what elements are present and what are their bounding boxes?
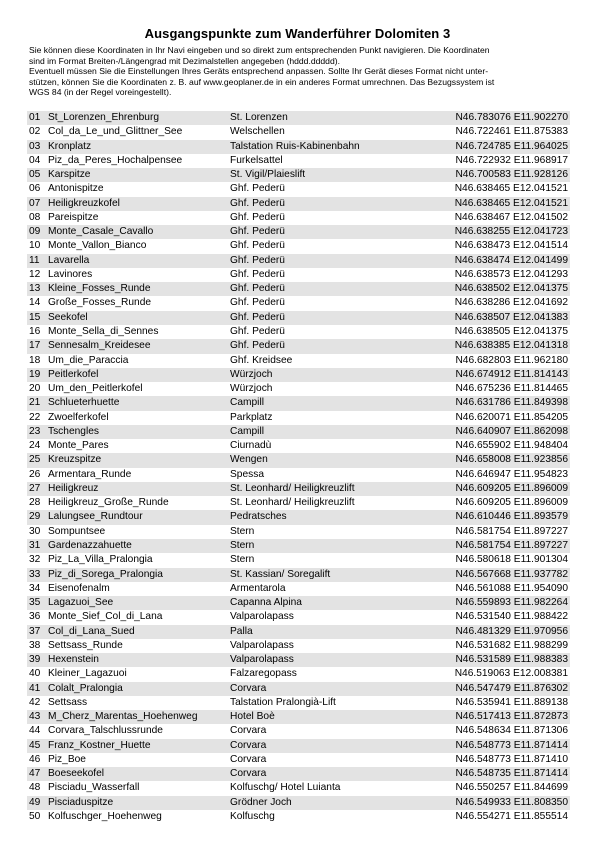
route-name: Armentara_Runde	[48, 468, 132, 480]
start-location: Corvara	[230, 768, 267, 780]
route-name: Peitlerkofel	[48, 368, 99, 380]
route-name: Sennesalm_Kreidesee	[48, 340, 151, 352]
intro-line: Sie können diese Koordinaten in Ihr Navi eingeben und so direkt zum entsprechenden Punkt navigieren. Die Koordinaten	[29, 45, 490, 55]
start-location: Valparolapass	[230, 654, 294, 666]
route-name: Piz_Boe	[48, 753, 86, 765]
route-name: St_Lorenzen_Ehrenburg	[48, 112, 160, 123]
start-location: Talstation Ruis-Kabinenbahn	[230, 140, 360, 152]
route-name: M_Cherz_Marentas_Hoehenweg	[48, 711, 198, 723]
gps-coordinates: N46.722932 E11.968917	[455, 154, 568, 166]
table-row	[27, 411, 570, 425]
start-location: Ghf. Pederü	[230, 311, 285, 323]
gps-coordinates: N46.783076 E11.902270	[455, 112, 568, 123]
row-number: 45	[29, 739, 41, 751]
gps-coordinates: N46.531589 E11.988383	[455, 654, 568, 666]
row-number: 28	[29, 497, 41, 509]
route-name: Kolfuschger_Hoehenweg	[48, 811, 162, 823]
start-location: Ciurnadù	[230, 440, 272, 452]
route-name: Seekofel	[48, 311, 88, 323]
route-name: Pisciadu_Wasserfall	[48, 782, 140, 794]
route-name: Settsass_Runde	[48, 639, 123, 651]
gps-coordinates: N46.658008 E11.923856	[455, 454, 568, 466]
table-row	[27, 182, 570, 196]
route-name: Lavarella	[48, 254, 90, 266]
route-name: Col_da_Le_und_Glittner_See	[48, 126, 183, 138]
row-number: 20	[29, 383, 41, 395]
start-location: Stern	[230, 525, 255, 537]
route-name: Zwoelferkofel	[48, 411, 109, 423]
route-name: Col_di_Lana_Sued	[48, 625, 135, 637]
gps-coordinates: N46.682803 E11.962180	[455, 354, 568, 366]
table-row	[27, 496, 570, 510]
document-title: Ausgangspunkte zum Wanderführer Dolomiten 3	[144, 26, 451, 41]
row-number: 16	[29, 325, 41, 337]
route-name: Eisenofenalm	[48, 582, 110, 594]
table-row	[27, 296, 570, 310]
start-location: Ghf. Pederü	[230, 325, 285, 337]
table-row	[27, 140, 570, 154]
route-name: Monte_Pares	[48, 440, 109, 452]
start-location: St. Leonhard/ Heiligkreuzlift	[230, 497, 355, 509]
row-number: 10	[29, 240, 41, 252]
row-number: 14	[29, 297, 41, 309]
row-number: 12	[29, 268, 41, 280]
row-number: 41	[29, 682, 41, 694]
gps-coordinates: N46.638467 E12.041502	[454, 211, 568, 223]
table-row	[27, 125, 570, 139]
start-location: Spessa	[230, 468, 264, 480]
table-row	[27, 382, 570, 396]
start-location: Talstation Pralongià-Lift	[230, 696, 336, 708]
row-number: 15	[29, 311, 41, 323]
start-location: Parkplatz	[230, 411, 273, 423]
start-location: St. Vigil/Plaieslift	[230, 169, 306, 181]
gps-coordinates: N46.580618 E11.901304	[455, 554, 568, 566]
row-number: 05	[29, 169, 41, 181]
table-row	[27, 724, 570, 738]
intro-line: WGS 84 (in der Regel voreingestellt).	[29, 87, 172, 98]
row-number: 13	[29, 283, 41, 295]
table-row	[27, 610, 570, 624]
table-row	[27, 582, 570, 596]
start-location: Würzjoch	[230, 383, 273, 395]
table-row	[27, 639, 570, 653]
gps-coordinates: N46.567668 E11.937782	[455, 568, 568, 580]
row-number: 04	[29, 154, 41, 166]
row-number: 17	[29, 340, 41, 352]
route-name: Boeseekofel	[48, 768, 105, 780]
gps-coordinates: N46.561088 E11.954090	[455, 582, 568, 594]
route-name: Monte_Vallon_Bianco	[48, 240, 147, 252]
table-row	[27, 667, 570, 681]
route-name: Sompuntsee	[48, 525, 106, 537]
start-location: Würzjoch	[230, 368, 273, 380]
route-name: Piz_La_Villa_Pralongia	[48, 554, 153, 566]
route-name: Heiligkreuzkofel	[48, 197, 120, 209]
route-name: Franz_Kostner_Huette	[48, 739, 151, 751]
row-number: 47	[29, 768, 41, 780]
route-name: Pareispitze	[48, 211, 99, 223]
row-number: 34	[29, 582, 41, 594]
gps-coordinates: N46.548634 E11.871306	[455, 725, 568, 737]
start-location: Pedratsches	[230, 511, 287, 523]
gps-coordinates: N46.638286 E12.041692	[454, 297, 568, 309]
start-location: Hotel Boè	[230, 711, 275, 723]
table-row	[27, 596, 570, 610]
route-name: Große_Fosses_Runde	[48, 297, 152, 309]
table-row	[27, 154, 570, 168]
start-location: Falzaregopass	[230, 668, 297, 680]
row-number: 32	[29, 554, 41, 566]
gps-coordinates: N46.638505 E12.041375	[454, 325, 568, 337]
table-row	[27, 710, 570, 724]
row-number: 50	[29, 811, 41, 823]
intro-paragraph	[29, 45, 569, 98]
table-row	[27, 767, 570, 781]
start-location: Kolfuschg/ Hotel Luianta	[230, 782, 341, 794]
table-row	[27, 439, 570, 453]
gps-coordinates: N46.638473 E12.041514	[454, 240, 568, 252]
start-location: Valparolapass	[230, 639, 294, 651]
start-location: Ghf. Pederü	[230, 254, 285, 266]
gps-coordinates: N46.638502 E12.041375	[454, 283, 568, 295]
start-location: Corvara	[230, 725, 267, 737]
table-row	[27, 482, 570, 496]
start-location: Stern	[230, 554, 255, 566]
table-row	[27, 282, 570, 296]
row-number: 09	[29, 226, 41, 238]
start-location: Ghf. Pederü	[230, 211, 285, 223]
route-name: Corvara_Talschlussrunde	[48, 725, 163, 737]
gps-coordinates: N46.547479 E11.876302	[455, 682, 568, 694]
start-location: Ghf. Pederü	[230, 297, 285, 309]
gps-coordinates: N46.722461 E11.875383	[455, 126, 568, 138]
start-location: Ghf. Pederü	[230, 268, 285, 280]
start-location: Ghf. Pederü	[230, 283, 285, 295]
table-row	[27, 111, 570, 125]
route-name: Heiligkreuz_Große_Runde	[48, 497, 169, 509]
start-location: Ghf. Pederü	[230, 183, 285, 195]
gps-coordinates: N46.581754 E11.897227	[455, 539, 568, 551]
route-name: Schlueterhuette	[48, 397, 120, 409]
row-number: 07	[29, 197, 41, 209]
route-name: Hexenstein	[48, 654, 99, 666]
start-location: St. Leonhard/ Heiligkreuzlift	[230, 482, 355, 494]
gps-coordinates: N46.675236 E11.814465	[455, 383, 568, 395]
row-number: 19	[29, 368, 41, 380]
table-row	[27, 568, 570, 582]
row-number: 02	[29, 126, 41, 138]
gps-coordinates: N46.609205 E11.896009	[455, 482, 568, 494]
row-number: 33	[29, 568, 41, 580]
route-name: Um_den_Peitlerkofel	[48, 383, 143, 395]
table-row	[27, 525, 570, 539]
table-row	[27, 753, 570, 767]
table-row	[27, 539, 570, 553]
route-name: Lavinores	[48, 268, 93, 280]
row-number: 21	[29, 397, 41, 409]
row-number: 42	[29, 696, 41, 708]
route-name: Kreuzspitze	[48, 454, 102, 466]
route-name: Colalt_Pralongia	[48, 682, 123, 694]
table-row	[27, 168, 570, 182]
row-number: 31	[29, 539, 41, 551]
gps-coordinates: N46.638474 E12.041499	[454, 254, 568, 266]
start-location: Furkelsattel	[230, 154, 283, 166]
row-number: 38	[29, 639, 41, 651]
route-name: Kleiner_Lagazuoi	[48, 668, 127, 680]
table-row	[27, 739, 570, 753]
table-row	[27, 653, 570, 667]
table-row	[27, 453, 570, 467]
gps-coordinates: N46.638573 E12.041293	[454, 268, 568, 280]
row-number: 30	[29, 525, 41, 537]
start-location: Grödner Joch	[230, 796, 292, 808]
intro-line: sind im Format Breiten-/Längengrad mit Dezimalstellen angegeben (hddd.ddddd).	[29, 55, 340, 66]
table-row	[27, 682, 570, 696]
table-row	[27, 696, 570, 710]
coordinates-table	[27, 111, 570, 824]
row-number: 43	[29, 711, 41, 723]
gps-coordinates: N46.548773 E11.871410	[455, 753, 568, 765]
route-name: Kleine_Fosses_Runde	[48, 283, 151, 295]
route-name: Monte_Sief_Col_di_Lana	[48, 611, 163, 623]
gps-coordinates: N46.724785 E11.964025	[455, 140, 568, 152]
row-number: 01	[29, 112, 41, 123]
row-number: 24	[29, 440, 41, 452]
table-row	[27, 510, 570, 524]
gps-coordinates: N46.610446 E11.893579	[455, 511, 568, 523]
route-name: Karspitze	[48, 169, 91, 181]
table-row	[27, 625, 570, 639]
row-number: 29	[29, 511, 41, 523]
table-row	[27, 339, 570, 353]
gps-coordinates: N46.548735 E11.871414	[455, 768, 568, 780]
gps-coordinates: N46.638465 E12.041521	[454, 183, 568, 195]
table-row	[27, 311, 570, 325]
row-number: 37	[29, 625, 41, 637]
start-location: Armentarola	[230, 582, 286, 594]
start-location: Corvara	[230, 682, 267, 694]
start-location: Welschellen	[230, 126, 285, 138]
table-row	[27, 810, 570, 824]
start-location: Campill	[230, 397, 264, 409]
row-number: 39	[29, 654, 41, 666]
gps-coordinates: N46.640907 E11.862098	[455, 425, 568, 437]
table-row	[27, 553, 570, 567]
gps-coordinates: N46.531682 E11.988299	[455, 639, 568, 651]
row-number: 26	[29, 468, 41, 480]
gps-coordinates: N46.638255 E12.041723	[454, 226, 568, 238]
route-name: Heiligkreuz	[48, 482, 99, 494]
route-name: Settsass	[48, 696, 88, 708]
row-number: 49	[29, 796, 41, 808]
start-location: Ghf. Pederü	[230, 240, 285, 252]
table-row	[27, 239, 570, 253]
start-location: Ghf. Pederü	[230, 340, 285, 352]
row-number: 27	[29, 482, 41, 494]
table-row	[27, 225, 570, 239]
gps-coordinates: N46.655902 E11.948404	[455, 440, 568, 452]
intro-line: Eventuell müssen Sie die Einstellungen Ihres Geräts entsprechend anpassen. Sollte Ihr Gerät dieses Format nicht unter-	[29, 66, 489, 77]
gps-coordinates: N46.609205 E11.896009	[455, 497, 568, 509]
start-location: Corvara	[230, 753, 267, 765]
route-name: Piz_da_Peres_Hochalpensee	[48, 154, 183, 166]
route-name: Gardenazzahuette	[48, 539, 132, 551]
table-row	[27, 796, 570, 810]
start-location: St. Lorenzen	[230, 112, 288, 123]
start-location: St. Kassian/ Soregalift	[230, 568, 331, 580]
gps-coordinates: N46.549933 E11.808350	[455, 796, 568, 808]
route-name: Pisciaduspitze	[48, 796, 114, 808]
start-location: Kolfuschg	[230, 811, 275, 823]
start-location: Wengen	[230, 454, 268, 466]
table-row	[27, 396, 570, 410]
table-row	[27, 781, 570, 795]
gps-coordinates: N46.550257 E11.844699	[455, 782, 568, 794]
start-location: Ghf. Kreidsee	[230, 354, 293, 366]
table-row	[27, 325, 570, 339]
route-name: Um_die_Paraccia	[48, 354, 129, 366]
start-location: Stern	[230, 539, 255, 551]
route-name: Kronplatz	[48, 140, 92, 152]
gps-coordinates: N46.620071 E11.854205	[455, 411, 568, 423]
row-number: 23	[29, 425, 41, 437]
gps-coordinates: N46.674912 E11.814143	[455, 368, 568, 380]
table-row	[27, 211, 570, 225]
route-name: Tschengles	[48, 425, 99, 437]
gps-coordinates: N46.638507 E12.041383	[454, 311, 568, 323]
gps-coordinates: N46.638385 E12.041318	[454, 340, 568, 352]
row-number: 36	[29, 611, 41, 623]
gps-coordinates: N46.554271 E11.855514	[455, 811, 568, 823]
gps-coordinates: N46.581754 E11.897227	[455, 525, 568, 537]
row-number: 46	[29, 753, 41, 765]
row-number: 18	[29, 354, 41, 366]
row-number: 40	[29, 668, 41, 680]
row-number: 06	[29, 183, 41, 195]
table-row	[27, 468, 570, 482]
row-number: 22	[29, 411, 41, 423]
start-location: Ghf. Pederü	[230, 226, 285, 238]
gps-coordinates: N46.638465 E12.041521	[454, 197, 568, 209]
row-number: 08	[29, 211, 41, 223]
start-location: Palla	[230, 625, 253, 637]
gps-coordinates: N46.481329 E11.970956	[455, 625, 568, 637]
start-location: Corvara	[230, 739, 267, 751]
gps-coordinates: N46.517413 E11.872873	[455, 711, 568, 723]
route-name: Lalungsee_Rundtour	[48, 511, 143, 523]
row-number: 11	[29, 254, 40, 266]
start-location: Capanna Alpina	[230, 597, 302, 609]
table-row	[27, 268, 570, 282]
gps-coordinates: N46.700583 E11.928126	[455, 169, 568, 181]
gps-coordinates: N46.519063 E12.008381	[454, 668, 568, 680]
row-number: 44	[29, 725, 41, 737]
route-name: Monte_Sella_di_Sennes	[48, 325, 159, 337]
start-location: Valparolapass	[230, 611, 294, 623]
table-row	[27, 425, 570, 439]
gps-coordinates: N46.646947 E11.954823	[455, 468, 568, 480]
table-row	[27, 368, 570, 382]
gps-coordinates: N46.559893 E11.982264	[455, 597, 568, 609]
row-number: 25	[29, 454, 41, 466]
intro-line: stützen, können Sie die Koordinaten z. B. auf www.geoplaner.de in ein anderes Format umrechnen. Das Bezugssystem ist	[29, 76, 495, 87]
gps-coordinates: N46.531540 E11.988422	[455, 611, 568, 623]
gps-coordinates: N46.535941 E11.889138	[455, 696, 568, 708]
table-row	[27, 354, 570, 368]
row-number: 35	[29, 597, 41, 609]
start-location: Ghf. Pederü	[230, 197, 285, 209]
gps-coordinates: N46.631786 E11.849398	[455, 397, 568, 409]
row-number: 48	[29, 782, 41, 794]
route-name: Monte_Casale_Cavallo	[48, 226, 154, 238]
row-number: 03	[29, 140, 41, 152]
route-name: Piz_di_Sorega_Pralongia	[48, 568, 163, 580]
table-row	[27, 254, 570, 268]
route-name: Lagazuoi_See	[48, 597, 114, 609]
route-name: Antonispitze	[48, 183, 104, 195]
table-row	[27, 197, 570, 211]
gps-coordinates: N46.548773 E11.871414	[455, 739, 568, 751]
start-location: Campill	[230, 425, 264, 437]
